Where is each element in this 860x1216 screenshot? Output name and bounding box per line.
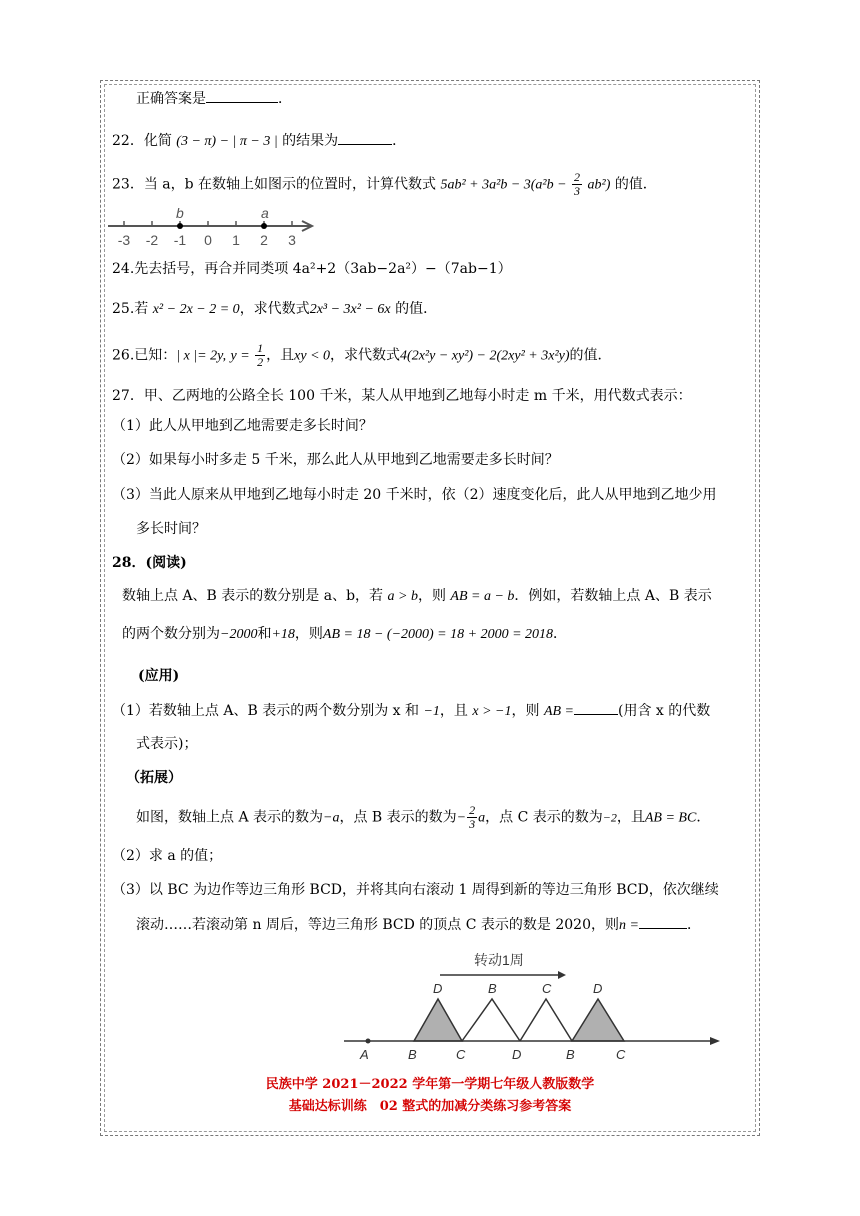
tick-label: -3 <box>117 232 131 248</box>
bottom-label-C1: C <box>456 1047 466 1062</box>
tick-label: -1 <box>173 232 187 248</box>
q21-answer-line: 正确答案是 ． <box>136 88 292 109</box>
q26: 26.已知：| x |= 2y, y = $\frac{1}{2}$ ，且xy < 0，求代数式4(2x²y − xy²) − 2(2xy² + 3x²y)的值． <box>112 341 612 369</box>
q28-part1-cont: 式表示)； <box>136 736 198 752</box>
tick-label: 2 <box>260 232 268 248</box>
footer-title-line1: 民族中学 2021－2022 学年第一学期七年级人教版数学 <box>265 1077 595 1092</box>
tick-label: 1 <box>232 232 240 248</box>
answer-blank[interactable] <box>574 700 618 715</box>
label-a: a <box>261 205 269 221</box>
q28-read-line1: 数轴上点 A、B 表示的数分别是 a、b，若 a > b，则 AB = a − b．例如，若数轴上点 A、B 表示 <box>122 588 712 604</box>
q27-part1: （1）此人从甲地到乙地需要走多长时间？ <box>112 418 373 434</box>
q24: 24.先去括号，再合并同类项 4a²+2（3ab−2a²）−（7ab−1） <box>112 261 512 277</box>
top-label-B: B <box>488 981 497 996</box>
q27: 27．甲、乙两地的公路全长 100 千米，某人从甲地到乙地每小时走 m 千米，用代数式表示： <box>112 388 692 404</box>
point-a <box>261 223 267 229</box>
q25: 25.若 x² − 2x − 2 = 0，求代数式2x³ − 3x² − 6x 的值． <box>112 301 438 317</box>
bottom-label-D: D <box>512 1047 522 1062</box>
point-b <box>177 223 183 229</box>
q28-part2: （2）求 a 的值； <box>112 848 223 864</box>
tick-label: -2 <box>145 232 159 248</box>
label-b: b <box>176 205 184 221</box>
triangle-outline-2 <box>462 999 520 1041</box>
triangle-outline-3 <box>520 999 572 1041</box>
q28-part1: （1）若数轴上点 A、B 表示的两个数分别为 x 和 −1，且 x > −1，则 AB = (用含 x 的代数 <box>112 700 710 722</box>
q22: 22．化简 (3 − π) − | π − 3 | 的结果为 ． <box>112 130 406 152</box>
apply-heading: (应用) <box>138 668 180 684</box>
fraction: $\frac{2}{3}$ <box>469 803 476 831</box>
tick-label: 0 <box>204 232 212 248</box>
q28-heading: 28．(阅读) <box>112 555 187 571</box>
answer-blank[interactable] <box>206 88 278 103</box>
answer-blank[interactable] <box>338 130 392 145</box>
answer-blank[interactable] <box>639 914 687 929</box>
top-label-C: C <box>542 981 552 996</box>
q28-read-line2: 的两个数分别为−2000和+18，则AB = 18 − (−2000) = 18 + 2000 = 2018． <box>122 626 568 642</box>
bottom-label-C2: C <box>616 1047 626 1062</box>
extend-heading: （拓展） <box>126 770 182 786</box>
triangle-shaded-1 <box>414 999 462 1041</box>
q27-part3-cont: 多长时间？ <box>136 521 206 537</box>
q28-part3: （3）以 BC 为边作等边三角形 BCD，并将其向右滚动 1 周得到新的等边三角形 BCD，依次继续 <box>112 882 719 898</box>
fraction: $\frac{1}{2}$ <box>257 341 264 369</box>
top-label-D1: D <box>433 981 443 996</box>
rolling-triangle-figure <box>340 945 730 1065</box>
q23: 23．当 a，b 在数轴上如图示的位置时，计算代数式 5ab² + 3a²b − 3(a²b − $\frac{2}{3}$ ab²) 的值． <box>112 170 657 198</box>
q27-part2: （2）如果每小时多走 5 千米，那么此人从甲地到乙地需要走多长时间？ <box>112 452 559 468</box>
number-line-ab <box>104 200 324 252</box>
point-A <box>366 1039 371 1044</box>
q28-part3-cont: 滚动……若滚动第 n 周后，等边三角形 BCD 的顶点 C 表示的数是 2020，则n = ． <box>136 914 701 936</box>
top-label-D2: D <box>593 981 603 996</box>
bottom-label-B2: B <box>566 1047 575 1062</box>
extend-text: 如图，数轴上点 A 表示的数为−a，点 B 表示的数为− $\frac{2}{3}$ a，点 C 表示的数为−2，且AB = BC． <box>136 803 711 831</box>
q27-part3: （3）当此人原来从甲地到乙地每小时走 20 千米时，依（2）速度变化后，此人从甲地到乙地少用 <box>112 487 717 503</box>
bottom-label-B1: B <box>408 1047 417 1062</box>
triangle-shaded-2 <box>572 999 624 1041</box>
arrow-label: 转动1周 <box>474 952 524 968</box>
fraction: $\frac{2}{3}$ <box>574 170 581 198</box>
bottom-label-A: A <box>360 1047 369 1062</box>
tick-label: 3 <box>288 232 296 248</box>
footer-title-line2: 基础达标训练 02 整式的加减分类练习参考答案 <box>288 1099 572 1114</box>
